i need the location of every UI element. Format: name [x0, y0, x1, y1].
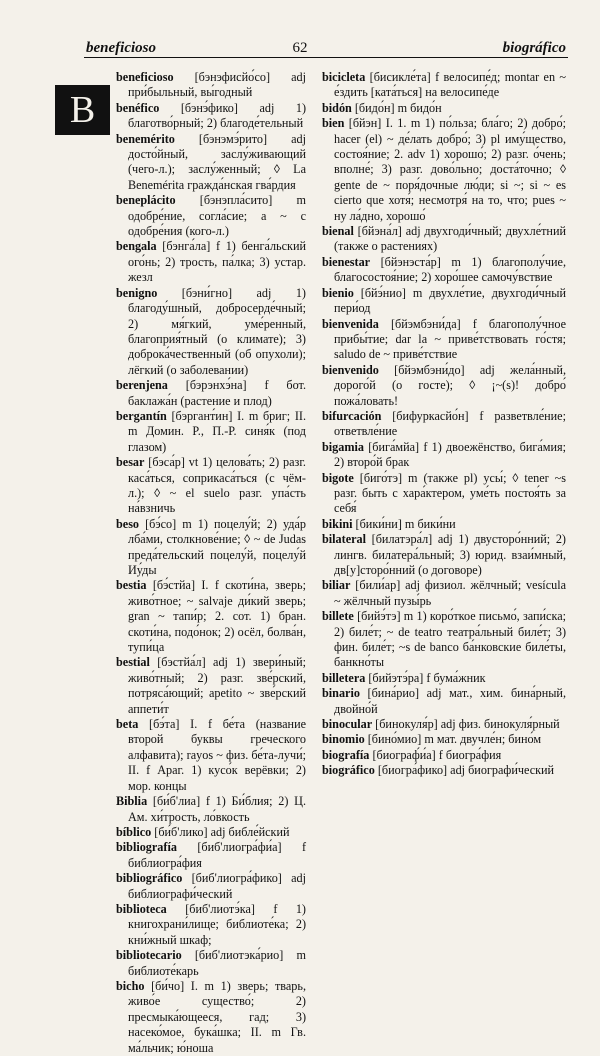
entry-definition: f 1) двоежёнство, бига́мия; 2) второ́й брак [334, 439, 566, 470]
entry-pronunciation: [бэни́гно] [157, 285, 257, 300]
entry-pronunciation: [биб'лиогра́фико] [182, 871, 292, 886]
dictionary-entry [322, 255, 566, 286]
entry-definition: f благополу́чное прибы́тие; dar la ~ приве́тствовать го́стя; saludo de ~ приве́тствие [334, 316, 567, 362]
entry-pronunciation: [бйэн] [344, 116, 386, 131]
entry-definition: f бума́жник [426, 670, 486, 685]
page-header [0, 0, 600, 60]
entry-pronunciation: [бэ́стйа] [146, 578, 202, 593]
entry-pronunciation: [бэргант́ин] [166, 408, 238, 423]
entry-pronunciation: [биогра́фико] [374, 763, 451, 778]
entry-pronunciation: [бэнэфисйо́со] [173, 70, 292, 84]
entry-definition: I. f бе́та (название второй буквы греческого алфавита); rayos ~ физ. бе́та-лучи́; II. f Араг. 1) кусо́к верёвки; 2) мор. концы [128, 717, 307, 793]
entry-definition: f 1) Би́блия; 2) Ц. Ам. хи́трость, ло́вкость [128, 794, 306, 824]
entry-definition: I. 1. m 1) по́льза; бла́го; 2) добро́; hacer (el) ~ де́лать добро́; 3) pl иму́щество, состоя́ние; 2. adv 1) хорошо́; 2) разг. о́чень; вполне́; 3) разг. дово́льно; доста́точно; ◊ gente de ~ поря́дочные лю́ди; si ~; si ~ es cierto que хотя́; несмотря́ на то, что; pues ~ ну ла́дно, хорошо́ [334, 116, 567, 223]
left-column [116, 70, 306, 1056]
entry-pronunciation: [би́б'лиа] [147, 794, 206, 809]
header-rule [84, 57, 568, 58]
entry-pronunciation: [бйэнэста́р] [370, 254, 452, 269]
dictionary-entry [322, 224, 566, 255]
entry-definition: adj биографи́ческий [450, 763, 555, 778]
entry-pronunciation: [бэ́та] [138, 717, 191, 732]
dictionary-entry [116, 101, 306, 132]
entry-headword: biblioteca [116, 901, 167, 916]
dictionary-entry [322, 409, 566, 440]
dictionary-entry [322, 532, 566, 578]
dictionary-entry [116, 455, 306, 517]
entry-definition: m библиоте́карь [128, 948, 306, 978]
entry-headword: bienestar [322, 254, 371, 269]
dictionary-entry [116, 286, 306, 378]
entry-definition: m (также pl) усы́; ◊ tener ~s разг. быть с хара́ктером, уме́ть постоя́ть за себя́ [334, 470, 566, 516]
dictionary-entry [322, 578, 566, 609]
dictionary-entry [322, 70, 566, 101]
entry-headword: billetera [322, 670, 366, 685]
entry-headword: bienio [322, 285, 354, 300]
entry-definition: m 1) благополу́чие, благосостоя́ние; 2) хоро́шее самочу́вствие [334, 254, 566, 285]
entry-definition: adj физ. бинокуля́рный [440, 717, 560, 732]
entry-pronunciation: [бэнэмэ́рито] [174, 131, 292, 146]
entry-definition: adj 1) двусторо́нний; 2) лингв. билатера́льный; 3) юрид. взаи́мный, дв[у]сторо́нний (о договоре) [334, 532, 566, 577]
dictionary-entry [322, 286, 566, 317]
page-number: 62 [292, 40, 308, 56]
dictionary-entry [116, 409, 306, 455]
dictionary-entry [116, 871, 306, 902]
entry-pronunciation: [бино́мио] [364, 732, 425, 747]
entry-definition: adj двухгоди́чный; двухле́тний (также о растениях) [334, 224, 566, 254]
dictionary-entry [322, 717, 566, 732]
entry-pronunciation: [биограф́и́а] [369, 747, 439, 762]
entry-pronunciation: [бйэмбэни́до] [378, 362, 480, 377]
entry-pronunciation: [биб'лиогра́фи́а] [176, 840, 302, 855]
entry-headword: bienvenido [322, 362, 379, 377]
entry-headword: bigamia [322, 439, 364, 454]
entry-definition: adj библиографи́ческий [128, 871, 306, 901]
dictionary-entry [116, 70, 306, 101]
entry-pronunciation: [бидо́н] [351, 100, 398, 115]
guide-word-last: biográfico [502, 40, 566, 56]
entry-pronunciation: [бина́рио] [359, 686, 427, 701]
entry-definition: f библиогра́фия [128, 840, 306, 870]
entry-headword: bestial [116, 655, 150, 670]
entry-pronunciation: [бйэна́л] [353, 224, 406, 239]
entry-pronunciation: [бики́ни] [352, 516, 405, 531]
entry-definition: vt 1) целова́ть; 2) разг. каса́ться, соприкаса́ться (с чём-л.); ◊ ~ el suelo разг. упа́сть на́взничь [128, 455, 306, 516]
entry-definition: f бот. баклажа́н (растение и плод) [128, 378, 306, 408]
entry-definition: m 1) коро́ткое письмо́, запи́ска; 2) биле́т; ~ de teatro театра́льный биле́т; 3) фин. биле́т; ~s de banco ба́нковские биле́ты, банкно́ты [334, 609, 566, 670]
entry-pronunciation: [бйэ́нио] [353, 285, 413, 300]
entry-headword: bengala [116, 239, 157, 254]
entry-pronunciation: [бэрэнхэ́на] [167, 378, 265, 393]
entry-definition: I. m бриг; II. m Домин. P., П.-Р. синя́к (под глазом) [128, 408, 306, 454]
guide-word-first: beneficioso [86, 40, 156, 56]
entry-definition: adj библе́йский [210, 824, 290, 839]
entry-pronunciation: [биб'лиотэка́рио] [181, 948, 297, 963]
entry-headword: beneplácito [116, 193, 176, 208]
dictionary-entry [116, 902, 306, 948]
right-column [322, 70, 566, 779]
entry-pronunciation: [бэнга́ла] [156, 239, 216, 254]
entry-headword: bibliográfico [116, 871, 183, 886]
entry-definition: f разветвле́ние; ответвле́ние [334, 408, 566, 439]
entry-definition: m двухле́тие, двухгоди́чный пери́од [334, 285, 566, 316]
dictionary-entry [322, 116, 566, 224]
entry-pronunciation: [би́чо] [144, 978, 191, 993]
entry-headword: billete [322, 609, 354, 624]
entry-definition: f велосипе́д; montar en ~ е́здить [ката́ться] на велосипе́де [334, 70, 566, 100]
entry-headword: biográfico [322, 763, 375, 778]
entry-headword: binocular [322, 717, 373, 732]
dictionary-entry [322, 317, 566, 363]
entry-definition: adj 1) звери́ный; живо́тный; 2) разг. зве́рский, потряса́ющий; apetito ~ зве́рский аппети́т [128, 655, 307, 716]
dictionary-entry [116, 239, 306, 285]
dictionary-entry [116, 378, 306, 409]
entry-definition: m 1) поцелу́й; 2) уда́р лба́ми, столкнове́ние; ◊ ~ de Judas преда́тельский поцелу́й, поцелу́й Иу́ды [128, 516, 306, 577]
entry-pronunciation: [биб'лиотэ́ка] [166, 901, 274, 916]
entry-definition: I. f скоти́на, зверь; живо́тное; ~ salvaje ди́кий зверь; gran ~ тапи́р; 2. сот. 1) бран. скоти́на, подо́нок; 2) осёл, болва́н, тупи́ца [128, 578, 306, 655]
entry-headword: Biblia [116, 794, 148, 809]
entry-definition: adj 1) благоду́шный, добросерде́чный; 2) мя́гкий, уме́ренный, благоприя́тный (о климате); 3) доброка́чественный (об опухоли); лёгкий (о заболевании) [128, 285, 306, 377]
entry-headword: bikini [322, 516, 353, 531]
entry-pronunciation: [бинокуля́р] [372, 717, 441, 732]
entry-pronunciation: [биго́тэ] [353, 470, 409, 485]
entry-headword: beneficioso [116, 70, 174, 84]
entry-pronunciation: [бига́мйа] [363, 439, 424, 454]
entry-definition: m одобре́ние, согла́сие; a ~ с одобре́ния (кого-л.) [128, 193, 306, 239]
dictionary-entry [322, 101, 566, 116]
entry-pronunciation: [билатэра́л] [366, 532, 438, 547]
entry-headword: benemérito [116, 131, 175, 146]
dictionary-entry [116, 578, 306, 655]
entry-headword: berenjena [116, 378, 168, 393]
dictionary-entry [116, 193, 306, 239]
entry-headword: binario [322, 686, 360, 701]
dictionary-entry [116, 948, 306, 979]
entry-pronunciation: [бэнэ́фико] [159, 100, 260, 115]
dictionary-entry [322, 440, 566, 471]
entry-definition: I. m 1) зверь; тварь, живо́е существо́; 2) пресмыка́ющееся, гад; 3) насеко́мое, бука́шка; II. m Гв. ма́льчик; ю́ноша [128, 978, 306, 1055]
entry-definition: m мат. двучле́н; бино́м [424, 732, 542, 747]
dictionary-entry [322, 363, 566, 409]
entry-headword: beta [116, 717, 139, 732]
entry-headword: bienal [322, 224, 354, 239]
entry-definition: m бидо́н [397, 100, 442, 115]
entry-headword: bifurcación [322, 408, 382, 423]
entry-definition: m бики́ни [404, 516, 456, 531]
dictionary-entry [116, 979, 306, 1056]
entry-headword: biografía [322, 747, 370, 762]
dictionary-entry [322, 686, 566, 717]
entry-pronunciation: [бэстйа́л] [149, 655, 214, 670]
dictionary-entry [116, 517, 306, 579]
entry-headword: bibliografía [116, 840, 177, 855]
entry-definition: adj 1) благотво́рный; 2) благоде́тельный [128, 100, 307, 131]
entry-headword: bien [322, 116, 345, 131]
entry-headword: bíblico [116, 824, 152, 839]
dictionary-entry [116, 825, 306, 840]
entry-pronunciation: [бэнэпла́сито] [175, 193, 297, 208]
entry-headword: bienvenida [322, 316, 379, 331]
entry-headword: besar [116, 455, 145, 470]
entry-pronunciation: [били́ар] [350, 578, 406, 593]
dictionary-entry [322, 748, 566, 763]
entry-headword: bergantín [116, 408, 167, 423]
dictionary-entry [116, 840, 306, 871]
entry-pronunciation: [бэ́со] [139, 516, 183, 531]
entry-headword: bicicleta [322, 70, 366, 84]
entry-definition: adj мат., хим. бина́рный, двойно́й [334, 686, 566, 716]
dictionary-entry [116, 132, 306, 194]
entry-definition: adj при́быльный, вы́годный [128, 70, 306, 100]
entry-headword: bicho [116, 978, 145, 993]
entry-headword: bibliotecario [116, 948, 182, 963]
dictionary-entry [322, 763, 566, 778]
entry-headword: benigno [116, 285, 158, 300]
entry-definition: f 1) книгохрани́лище; библиоте́ка; 2) кни́жный шкаф; [128, 901, 306, 947]
dictionary-entry [322, 609, 566, 671]
entry-pronunciation: [бйэмбэни́да] [378, 316, 473, 331]
entry-headword: bestia [116, 578, 147, 593]
entry-headword: beso [116, 516, 140, 531]
entry-definition: adj физиол. жёлчный; vesícula ~ жёлчный пузы́рь [334, 578, 566, 608]
dictionary-entry [322, 732, 566, 747]
entry-headword: bilateral [322, 532, 367, 547]
dictionary-entry [116, 794, 306, 825]
entry-definition: f 1) бенга́льский ого́нь; 2) трость, па́лка; 3) устар. жезл [128, 239, 306, 285]
entry-headword: bigote [322, 470, 354, 485]
entry-pronunciation: [бийэтэ́ра] [365, 670, 427, 685]
dictionary-entry [322, 517, 566, 532]
entry-headword: biliar [322, 578, 351, 593]
entry-definition: f биогра́фия [438, 747, 502, 762]
entry-pronunciation: [бисикле́та] [365, 70, 436, 84]
dictionary-entry [116, 717, 306, 794]
entry-headword: binomio [322, 732, 365, 747]
entry-definition: adj досто́йный, заслу́живающий (чего-л.); заслу́женный; ◊ La Benemérita гражда́нская гва́рдия [128, 131, 306, 192]
dictionary-entry [322, 471, 566, 517]
entry-headword: bidón [322, 100, 352, 115]
dictionary-entry [116, 655, 306, 717]
entry-definition: adj жела́нный, дорого́й (о госте); ◊ ¡~(s)! добро́ пожа́ловать! [334, 362, 566, 408]
entry-pronunciation: [бэса́р] [144, 455, 189, 470]
letter-thumb-index: B [55, 85, 110, 135]
entry-pronunciation: [бифуркасйо́н] [381, 408, 480, 423]
entry-pronunciation: [би́б'лико] [151, 824, 211, 839]
dictionary-entry [322, 671, 566, 686]
entry-headword: benéfico [116, 100, 160, 115]
entry-pronunciation: [бийэ́тэ] [353, 609, 404, 624]
